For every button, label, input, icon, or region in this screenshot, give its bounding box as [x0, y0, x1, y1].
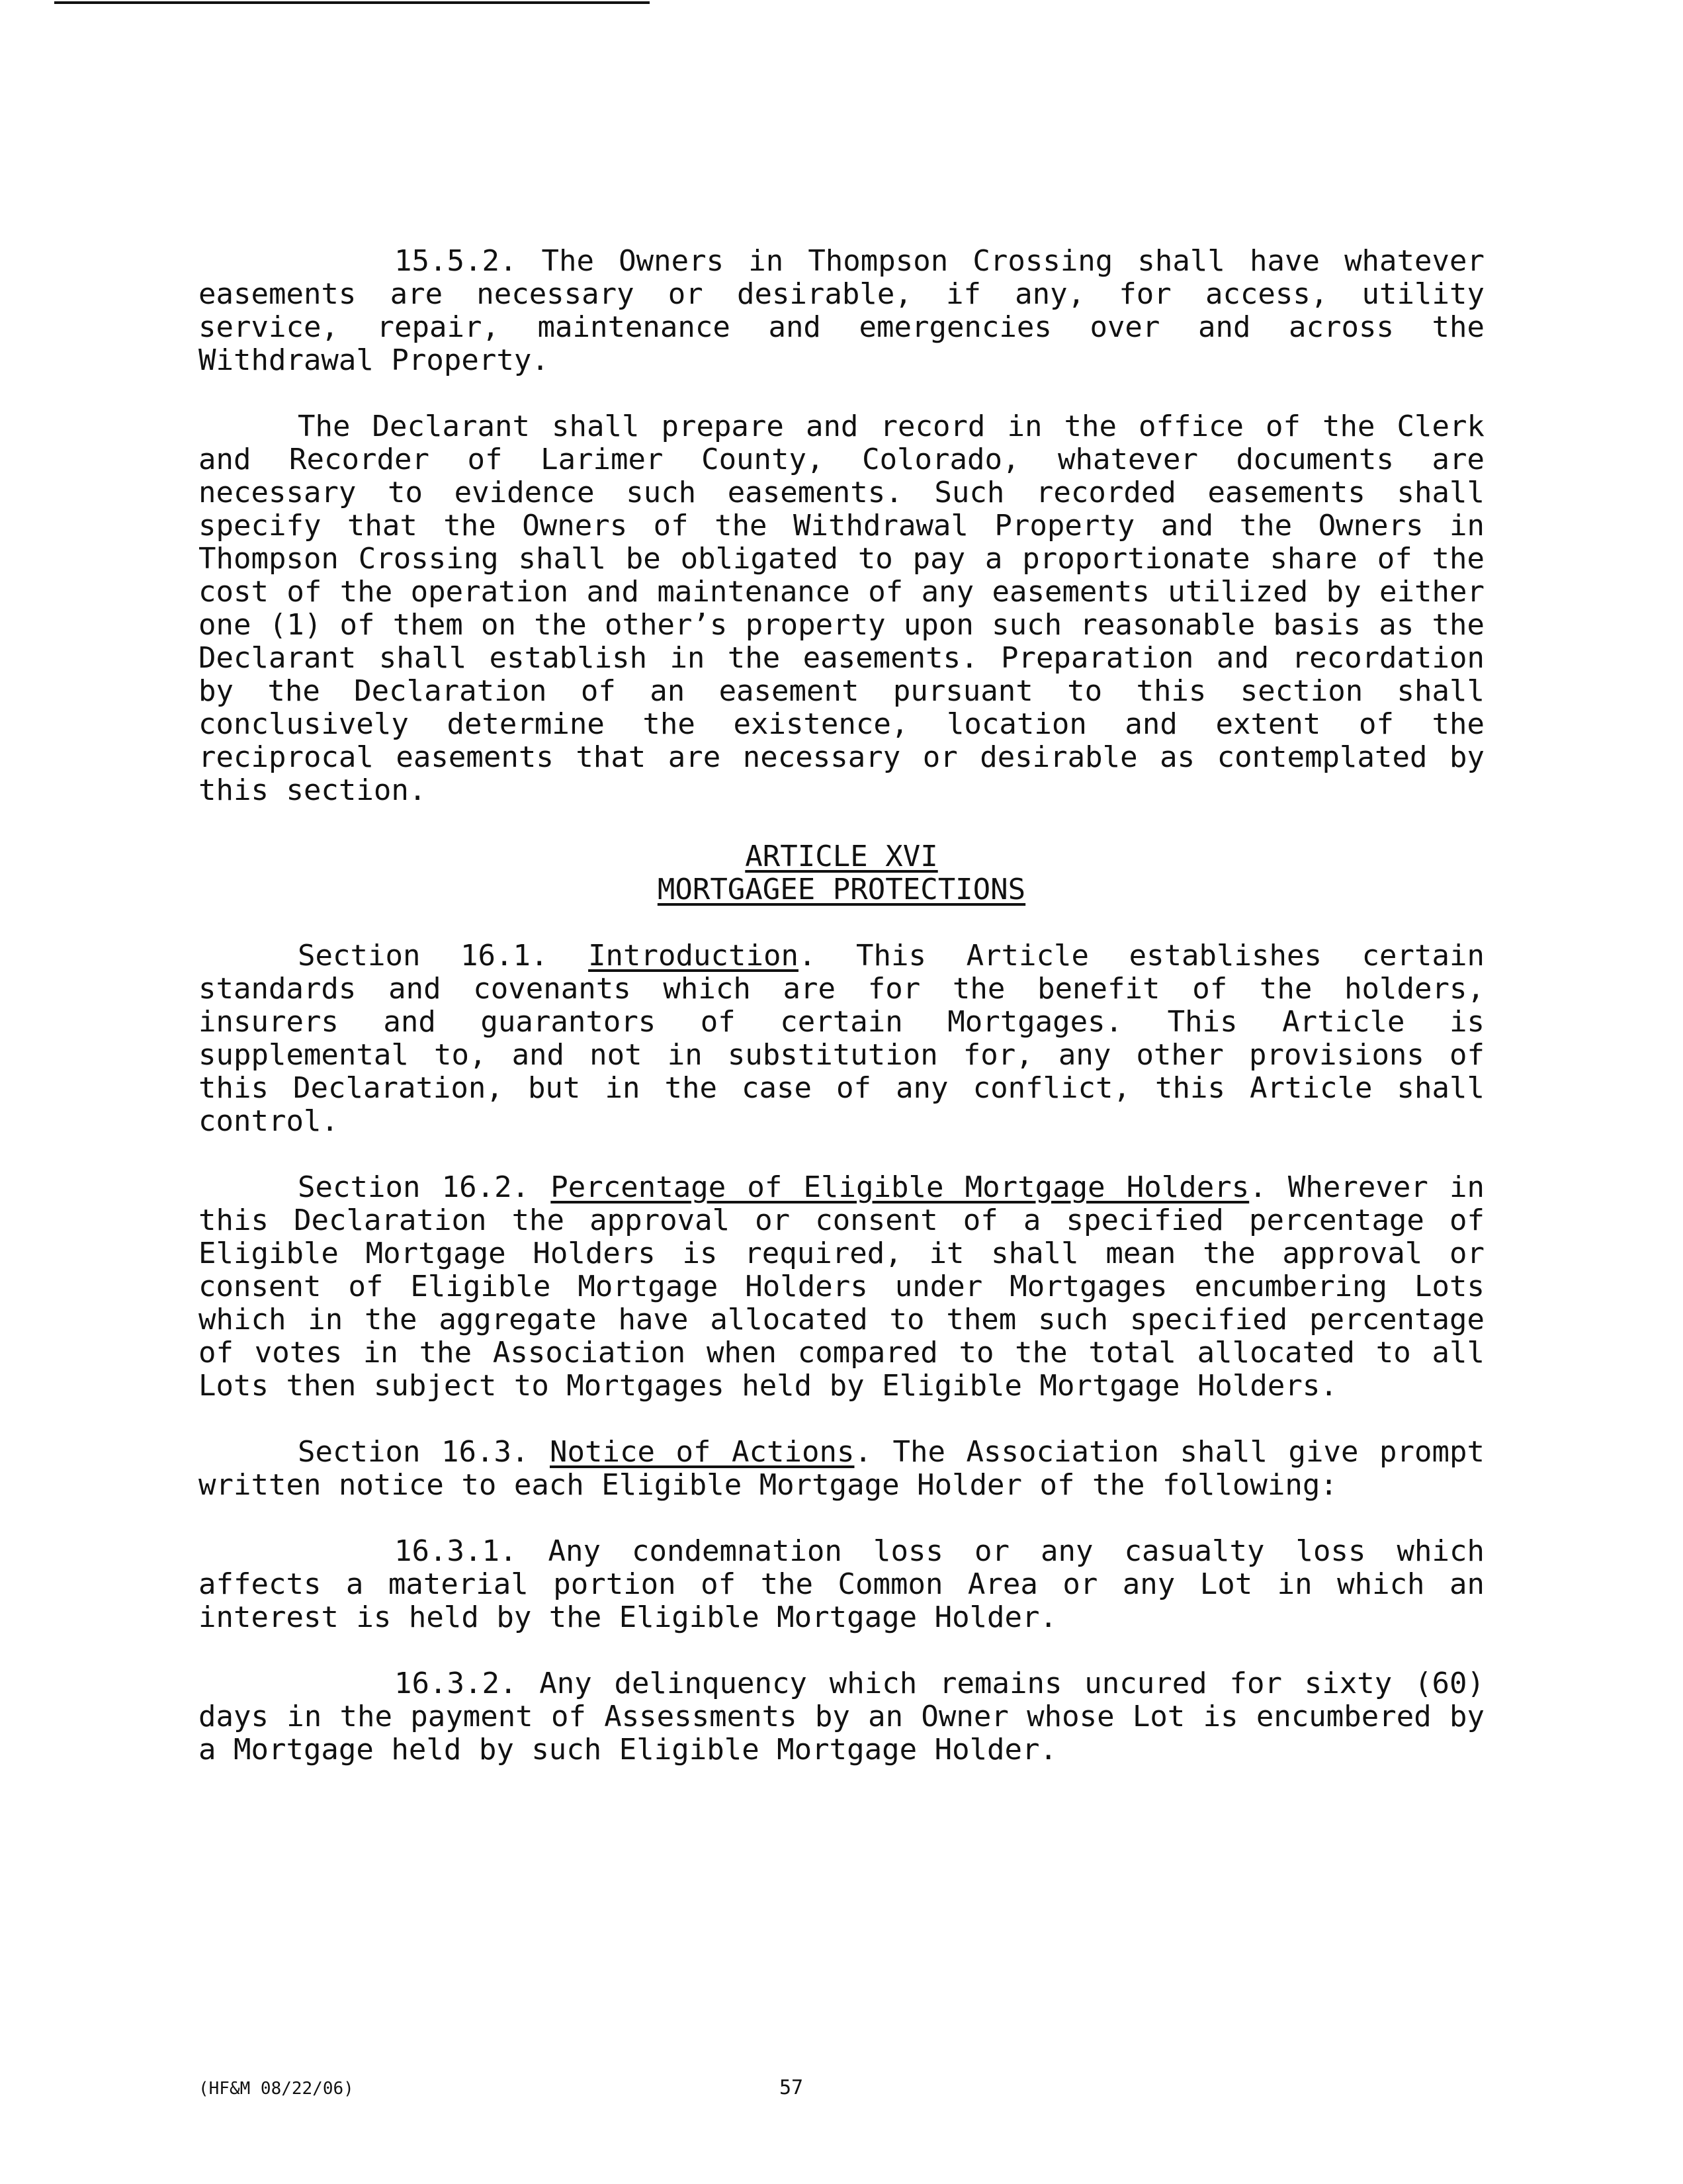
section-16-2-prefix: Section 16.2. [298, 1170, 551, 1204]
section-16-1-body: . This Article establishes certain standards and covenants which are for the benefit of the holders, insurers and guarantors of certain Mortgages. This Article is supplemental to, and not in substitution for, any other provisions of this Declaration, but in the case of any conflict, this Article shall control. [198, 939, 1485, 1138]
section-16-2-body: . Wherever in this Declaration the approval or consent of a specified percentage of Eligible Mortgage Holders is required, it shall mean the approval or consent of Eligible Mortgage Holders under Mortgages encumbering Lots which in the aggregate have allocated to them such specified percentage of votes in the Association when compared to the total allocated to all Lots then subject to Mortgages held by Eligible Mortgage Holders. [198, 1170, 1485, 1403]
section-16-1-title: Introduction [588, 939, 798, 973]
paragraph-declarant-easements: The Declarant shall prepare and record in the office of the Clerk and Recorder of Larimer County, Colorado, whatever documents are necessary to evidence such easements. Such recorded easements shall specify that the Owners of the Withdrawal Property and the Owners in Thompson Crossing shall be obligated to pay a proportionate share of the cost of the operation and maintenance of any easements utilized by either one (1) of them on the other’s property upon such reasonable basis as the Declarant shall establish in the easements. Preparation and recordation by the Declaration of an easement pursuant to this section shall conclusively determine the existence, location and extent of the reciprocal easements that are necessary or desirable as contemplated by this section. [198, 410, 1485, 807]
section-16-2-title: Percentage of Eligible Mortgage Holders [550, 1170, 1250, 1204]
top-rule [54, 1, 650, 4]
page-number: 57 [779, 2076, 804, 2099]
article-heading [198, 840, 1485, 906]
document-body [198, 245, 1485, 1800]
section-16-1-prefix: Section 16.1. [298, 939, 589, 973]
article-number: ARTICLE XVI [745, 840, 938, 873]
footer-document-code: (HF&M 08/22/06) [198, 2079, 354, 2099]
section-16-3 [198, 1436, 1485, 1502]
section-16-3-prefix: Section 16.3. [298, 1435, 550, 1469]
section-16-2 [198, 1171, 1485, 1403]
paragraph-16-3-1: 16.3.1. Any condemnation loss or any casualty loss which affects a material portion of the Common Area or any Lot in which an interest is held by the Eligible Mortgage Holder. [198, 1534, 1485, 1634]
paragraph-16-3-2: 16.3.2. Any delinquency which remains uncured for sixty (60) days in the payment of Assessments by an Owner whose Lot is encumbered by a Mortgage held by such Eligible Mortgage Holder. [198, 1667, 1485, 1767]
article-title: MORTGAGEE PROTECTIONS [657, 873, 1026, 906]
section-16-1 [198, 939, 1485, 1138]
paragraph-15-5-2: 15.5.2. The Owners in Thompson Crossing shall have whatever easements are necessary or desirable, if any, for access, utility service, repair, maintenance and emergencies over and across the Withdrawal Property. [198, 244, 1485, 377]
section-16-3-body: . The Association shall give prompt written notice to each Eligible Mortgage Holder of the following: [198, 1435, 1485, 1502]
section-16-3-title: Notice of Actions [550, 1435, 855, 1469]
